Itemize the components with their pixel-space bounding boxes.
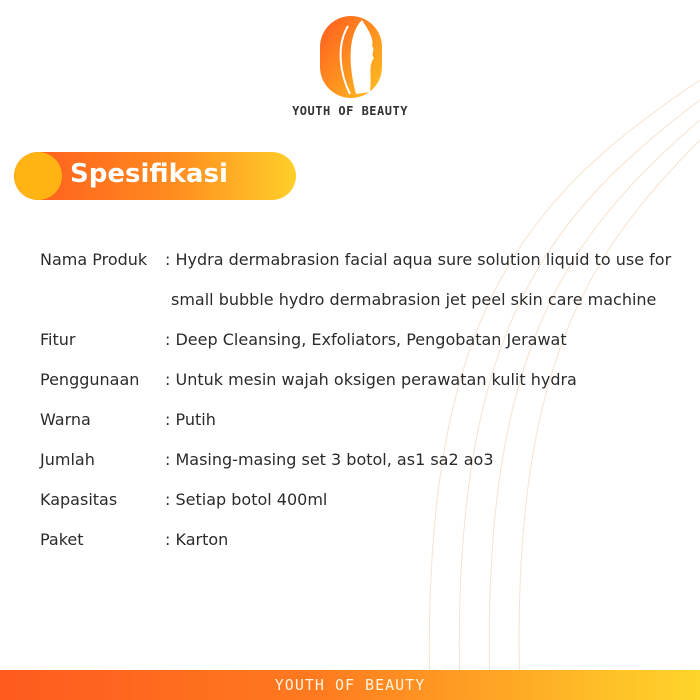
footer-brand-text: YOUTH OF BEAUTY	[274, 676, 426, 694]
spec-label: Penggunaan	[40, 370, 140, 389]
spec-value-continuation: small bubble hydro dermabrasion jet peel skin care machine	[171, 290, 657, 309]
spec-label: Paket	[40, 530, 84, 549]
section-title: Spesifikasi	[70, 159, 228, 189]
spec-label: Kapasitas	[40, 490, 118, 509]
spec-value: : Masing-masing set 3 botol, as1 sa2 ao3	[165, 450, 494, 469]
footer-bar	[0, 670, 700, 700]
spec-value: : Putih	[165, 410, 216, 429]
spec-value: : Setiap botol 400ml	[165, 490, 328, 509]
spec-value: : Hydra dermabrasion facial aqua sure solution liquid to use for	[165, 250, 672, 269]
spec-value: : Deep Cleansing, Exfoliators, Pengobatan Jerawat	[165, 330, 567, 349]
spec-label: Jumlah	[40, 450, 95, 469]
brand-logo	[318, 14, 384, 100]
spec-value: : Karton	[165, 530, 229, 549]
spec-label: Warna	[40, 410, 91, 429]
spec-value: : Untuk mesin wajah oksigen perawatan kulit hydra	[165, 370, 577, 389]
header-circle-decoration	[14, 152, 62, 200]
spec-label: Fitur	[40, 330, 76, 349]
logo-text: YOUTH OF BEAUTY	[292, 104, 408, 118]
spec-label: Nama Produk	[40, 250, 148, 269]
